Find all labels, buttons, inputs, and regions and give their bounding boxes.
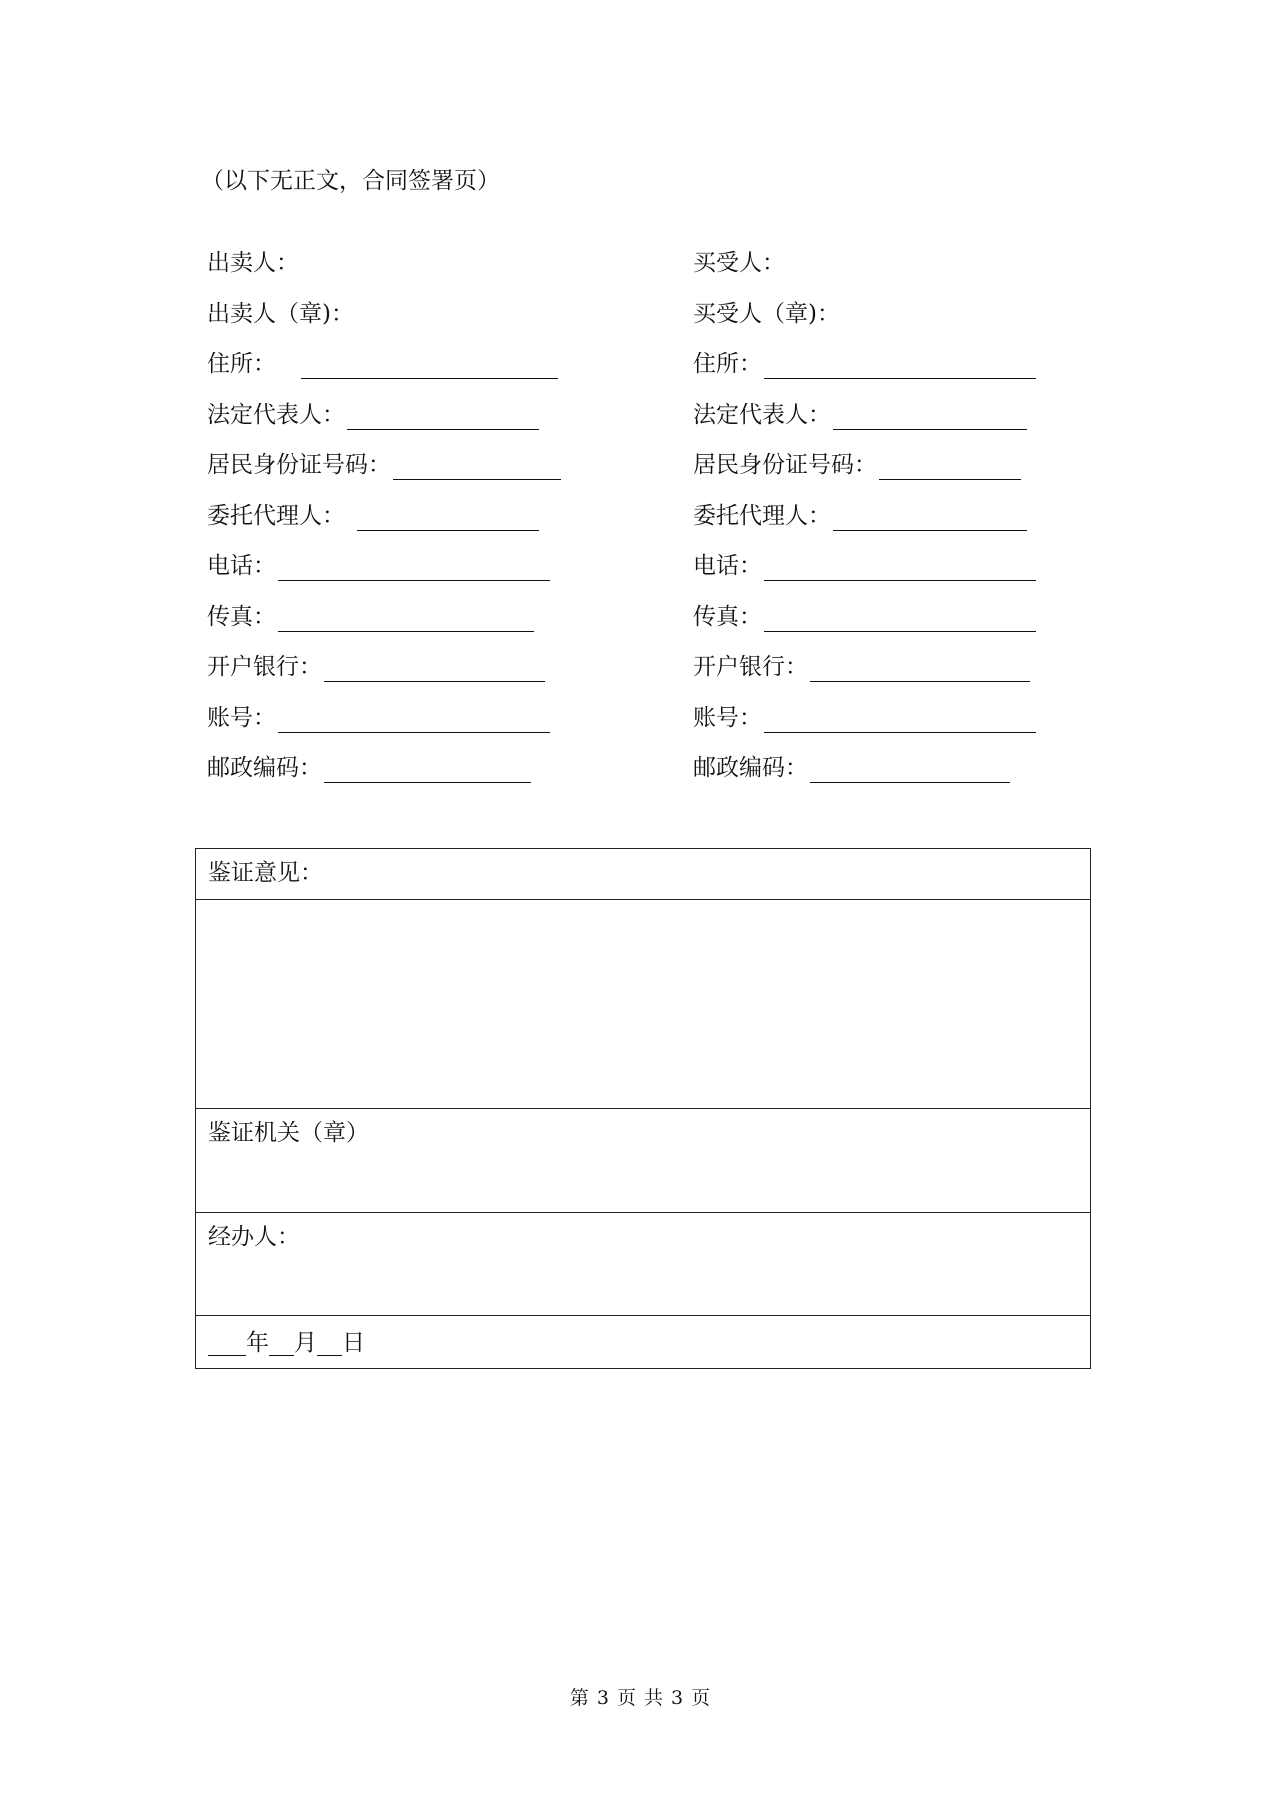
seller-agent-label: 委托代理人：	[207, 502, 345, 529]
seller-agent-row	[207, 501, 677, 552]
seller-name-label: 出卖人：	[207, 250, 299, 276]
buyer-address-row	[693, 349, 1163, 400]
signature-page-note: （以下无正文，合同签署页）	[201, 168, 500, 194]
buyer-id-number-blank[interactable]	[879, 450, 1021, 480]
seller-agent-blank[interactable]	[357, 501, 539, 531]
seller-bank-row	[207, 652, 677, 703]
verification-opinion-header	[196, 849, 1090, 900]
buyer-bank-label: 开户银行：	[693, 654, 808, 680]
buyer-fax-label: 传真：	[693, 603, 762, 630]
footer-page-prefix: 第	[569, 1687, 589, 1709]
buyer-seal-row	[693, 299, 1163, 350]
buyer-postcode-row	[693, 753, 1163, 804]
seller-account-blank[interactable]	[278, 703, 550, 733]
seller-seal-label: 出卖人（章)：	[207, 300, 354, 327]
buyer-phone-row	[693, 551, 1163, 602]
seller-address-row	[207, 349, 677, 400]
buyer-phone-blank[interactable]	[764, 551, 1036, 581]
year-label: 年	[246, 1330, 269, 1356]
buyer-seal-label: 买受人（章)：	[693, 300, 840, 327]
buyer-bank-row	[693, 652, 1163, 703]
seller-name-row	[207, 248, 677, 299]
buyer-name-row	[693, 248, 1163, 299]
seller-postcode-row	[207, 753, 677, 804]
footer-total-prefix: 共	[644, 1687, 664, 1709]
buyer-bank-blank[interactable]	[810, 652, 1030, 682]
year-blank[interactable]	[208, 1328, 246, 1356]
buyer-postcode-label: 邮政编码：	[693, 755, 808, 781]
buyer-agent-label: 委托代理人：	[693, 502, 831, 529]
verification-authority-label: 鉴证机关（章）	[208, 1120, 369, 1146]
seller-legal-rep-blank[interactable]	[347, 400, 539, 430]
seller-legal-rep-label: 法定代表人：	[207, 401, 345, 428]
seller-seal-row	[207, 299, 677, 350]
buyer-fax-blank[interactable]	[764, 602, 1036, 632]
month-label: 月	[294, 1330, 317, 1356]
seller-address-blank[interactable]	[301, 349, 558, 379]
buyer-address-label: 住所：	[693, 351, 762, 377]
verification-table	[195, 848, 1091, 1369]
seller-phone-blank[interactable]	[278, 551, 550, 581]
seller-id-number-label: 居民身份证号码：	[207, 452, 391, 478]
footer-page-current: 3	[596, 1687, 609, 1709]
buyer-agent-row	[693, 501, 1163, 552]
verification-date-cell	[196, 1316, 1090, 1368]
buyer-id-number-label: 居民身份证号码：	[693, 452, 877, 478]
day-blank[interactable]	[317, 1328, 342, 1356]
month-blank[interactable]	[269, 1328, 294, 1356]
seller-fax-label: 传真：	[207, 603, 276, 630]
verification-handler-label: 经办人：	[208, 1224, 300, 1250]
seller-fax-row	[207, 602, 677, 653]
buyer-legal-rep-row	[693, 400, 1163, 451]
seller-bank-blank[interactable]	[324, 652, 545, 682]
buyer-account-label: 账号：	[693, 704, 762, 731]
buyer-address-blank[interactable]	[764, 349, 1036, 379]
buyer-signature-block	[693, 248, 1163, 804]
footer-page-word: 页	[616, 1687, 636, 1709]
day-label: 日	[342, 1330, 365, 1356]
seller-id-number-blank[interactable]	[393, 450, 561, 480]
buyer-fax-row	[693, 602, 1163, 653]
seller-phone-label: 电话：	[207, 553, 276, 579]
buyer-legal-rep-label: 法定代表人：	[693, 401, 831, 428]
footer-total-word: 页	[691, 1687, 711, 1709]
seller-phone-row	[207, 551, 677, 602]
buyer-account-row	[693, 703, 1163, 754]
buyer-postcode-blank[interactable]	[810, 753, 1010, 783]
buyer-account-blank[interactable]	[764, 703, 1036, 733]
verification-opinion-label: 鉴证意见：	[208, 860, 323, 886]
seller-postcode-label: 邮政编码：	[207, 755, 322, 781]
seller-account-label: 账号：	[207, 704, 276, 731]
seller-bank-label: 开户银行：	[207, 654, 322, 680]
seller-account-row	[207, 703, 677, 754]
page-footer	[0, 1686, 1280, 1710]
seller-address-label: 住所：	[207, 351, 276, 377]
buyer-agent-blank[interactable]	[833, 501, 1027, 531]
verification-handler-cell	[196, 1213, 1090, 1316]
seller-fax-blank[interactable]	[278, 602, 534, 632]
seller-postcode-blank[interactable]	[324, 753, 531, 783]
seller-signature-block	[207, 248, 677, 804]
buyer-id-number-row	[693, 450, 1163, 501]
footer-page-total: 3	[671, 1687, 684, 1709]
seller-legal-rep-row	[207, 400, 677, 451]
seller-id-number-row	[207, 450, 677, 501]
buyer-name-label: 买受人：	[693, 250, 785, 276]
verification-opinion-area[interactable]	[196, 900, 1090, 1109]
verification-authority-cell	[196, 1109, 1090, 1213]
buyer-legal-rep-blank[interactable]	[833, 400, 1027, 430]
buyer-phone-label: 电话：	[693, 553, 762, 579]
